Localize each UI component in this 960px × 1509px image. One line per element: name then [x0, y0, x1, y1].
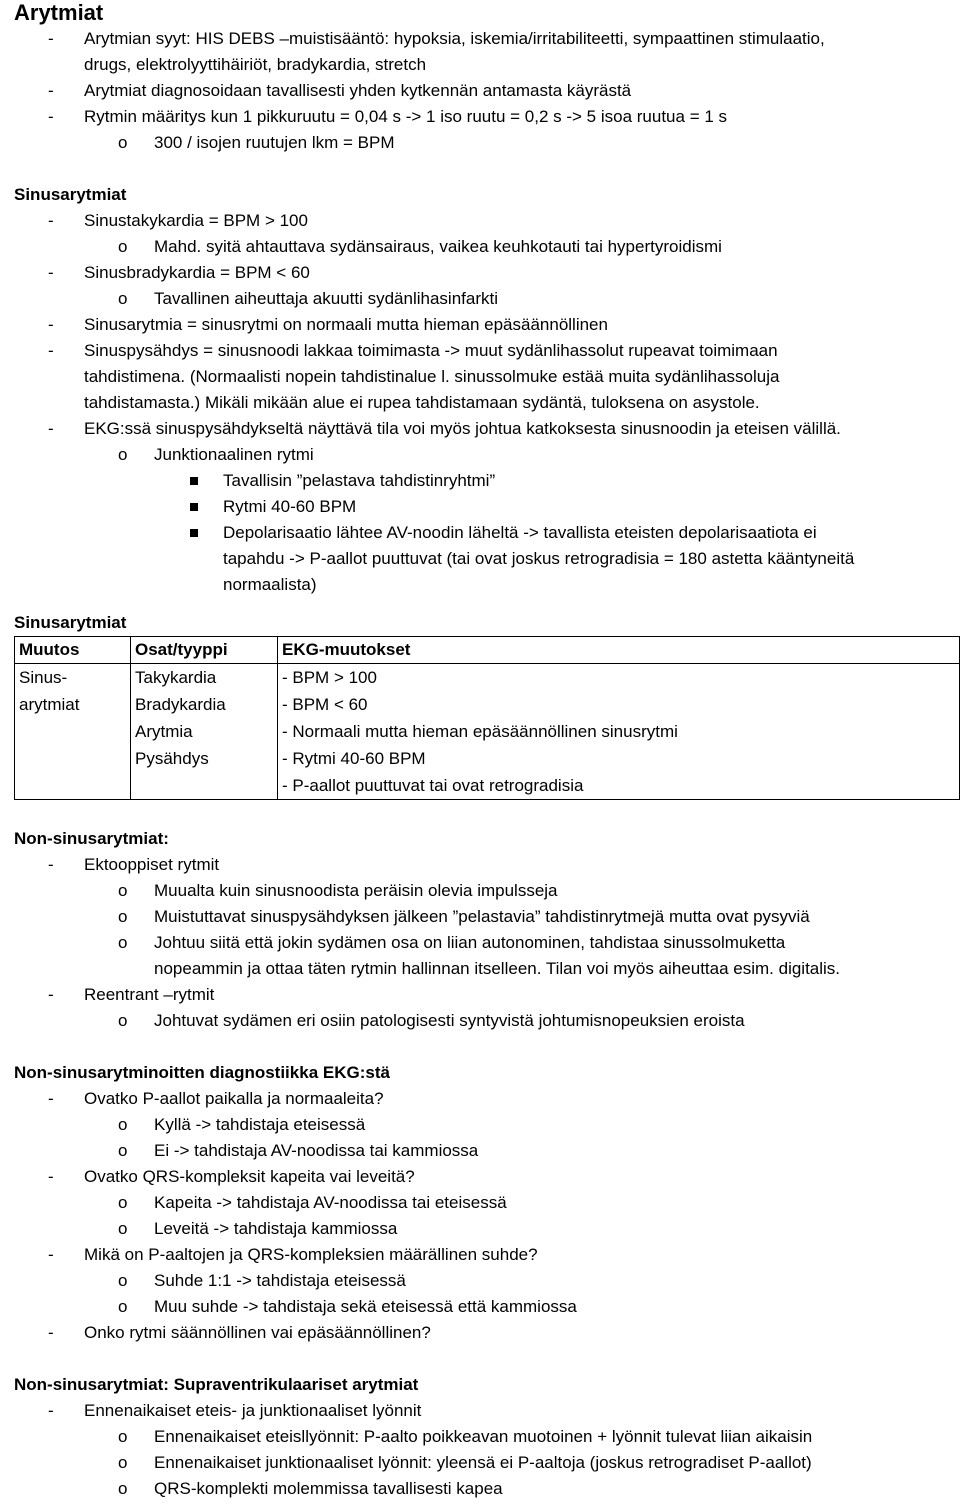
circle-marker: o [118, 907, 128, 926]
table-cell: arytmiat [15, 691, 131, 718]
list-item-text: Sinusarytmia = sinusrytmi on normaali mutta hieman epäsäännöllinen [84, 315, 608, 334]
table-row [15, 772, 960, 800]
list-item-text: Tavallisin ”pelastava tahdistinryhtmi” [223, 471, 496, 490]
table-cell: Pysähdys [131, 745, 278, 772]
table-heading: Sinusarytmiat [14, 613, 127, 632]
circle-marker: o [118, 445, 128, 464]
dash-marker: - [48, 1089, 54, 1108]
list-item-text: Kapeita -> tahdistaja AV-noodissa tai eteisessä [154, 1193, 507, 1212]
list-item-text: drugs, elektrolyyttihäiriöt, bradykardia, stretch [84, 55, 427, 74]
list-item-text: Johtuu siitä että jokin sydämen osa on liian autonominen, tahdistaa sinussolmuketta [154, 933, 786, 952]
list-item-text: Tavallinen aiheuttaja akuutti sydänlihasinfarkti [154, 289, 498, 308]
list-item [14, 1320, 954, 1346]
square-bullet-icon [190, 529, 198, 537]
table-cell: - BPM > 100 [278, 664, 960, 692]
dash-marker: - [48, 341, 54, 360]
sub-list-item [14, 442, 954, 468]
circle-marker: o [118, 289, 128, 308]
list-item-text: Mikä on P-aaltojen ja QRS-kompleksien määrällinen suhde? [84, 1245, 538, 1264]
table-row [15, 718, 960, 745]
list-item [14, 104, 954, 130]
table-cell: Bradykardia [131, 691, 278, 718]
list-item-text: QRS-komplekti molemmissa tavallisesti kapea [154, 1479, 503, 1498]
square-bullet-icon [190, 503, 198, 511]
sub-list-item [14, 878, 954, 904]
list-item-text: Junktionaalinen rytmi [154, 445, 314, 464]
list-item-text: Arytmiat diagnosoidaan tavallisesti yhden kytkennän antamasta käyrästä [84, 81, 632, 100]
list-item-text: Reentrant –rytmit [84, 985, 215, 1004]
section-heading: Non-sinusarytmiat: Supraventrikulaariset arytmiat [14, 1375, 419, 1394]
list-item-text: Ei -> tahdistaja AV-noodissa tai kammiossa [154, 1141, 479, 1160]
circle-marker: o [118, 1141, 128, 1160]
table-row [15, 664, 960, 692]
sub-list-item [14, 930, 954, 956]
list-item-text: Ovatko P-aallot paikalla ja normaaleita? [84, 1089, 384, 1108]
circle-marker: o [118, 1271, 128, 1290]
circle-marker: o [118, 1193, 128, 1212]
dash-marker: - [48, 1245, 54, 1264]
circle-marker: o [118, 1219, 128, 1238]
sub-list-item [14, 130, 954, 156]
list-item-text: Muu suhde -> tahdistaja sekä eteisessä että kammiossa [154, 1297, 577, 1316]
list-item-text: EKG:ssä sinuspysähdykseltä näyttävä tila voi myös johtua katkoksesta sinusnoodin ja eteisen välillä. [84, 419, 841, 438]
dash-marker: - [48, 1401, 54, 1420]
list-item [14, 982, 954, 1008]
list-item [14, 78, 954, 104]
square-bullet-icon [190, 477, 198, 485]
list-item-text: Sinusbradykardia = BPM < 60 [84, 263, 310, 282]
header-cell: Muutos [15, 637, 131, 664]
list-item-text: Rytmi 40-60 BPM [223, 497, 357, 516]
circle-marker: o [118, 237, 128, 256]
list-item-text: tapahdu -> P-aallot puuttuvat (tai ovat joskus retrogradisia = 180 astetta kääntyneitä [223, 549, 855, 568]
document [14, 0, 954, 1502]
list-item-text: Sinuspysähdys = sinusnoodi lakkaa toimimasta -> muut sydänlihassolut rupeavat toimimaan [84, 341, 778, 360]
list-item [14, 312, 954, 338]
list-item [14, 1086, 954, 1112]
list-item-text: nopeammin ja ottaa täten rytmin hallinnan itselleen. Tilan voi myös aiheuttaa esim. digitalis. [154, 959, 841, 978]
table-cell [15, 772, 131, 800]
list-item-text: Kyllä -> tahdistaja eteisessä [154, 1115, 366, 1134]
list-item-text: Sinustakykardia = BPM > 100 [84, 211, 308, 230]
circle-marker: o [118, 933, 128, 952]
dash-marker: - [48, 1167, 54, 1186]
sub-list-item [14, 1008, 954, 1034]
sub-list-item [14, 1216, 954, 1242]
list-item-text: tahdistimena. (Normaalisti nopein tahdistinalue l. sinussolmuke estää muita sydänlihassoluja [84, 367, 780, 386]
table-cell: - P-aallot puuttuvat tai ovat retrogradisia [278, 772, 960, 800]
table-header-row [15, 637, 960, 664]
dash-marker: - [48, 81, 54, 100]
circle-marker: o [118, 881, 128, 900]
list-item [14, 852, 954, 878]
list-item-text: 300 / isojen ruutujen lkm = BPM [154, 133, 395, 152]
circle-marker: o [118, 1011, 128, 1030]
list-item-continuation [14, 572, 954, 598]
sub-sub-list-item [14, 468, 954, 494]
sub-list-item [14, 1268, 954, 1294]
sub-list-item [14, 1190, 954, 1216]
sub-sub-list-item [14, 494, 954, 520]
list-item-text: Onko rytmi säännöllinen vai epäsäännöllinen? [84, 1323, 431, 1342]
table-cell: - Rytmi 40-60 BPM [278, 745, 960, 772]
sub-list-item [14, 904, 954, 930]
list-item-continuation [14, 364, 954, 390]
list-item-text: Leveitä -> tahdistaja kammiossa [154, 1219, 398, 1238]
list-item-text: Suhde 1:1 -> tahdistaja eteisessä [154, 1271, 406, 1290]
sub-list-item [14, 1294, 954, 1320]
list-item [14, 338, 954, 364]
list-item [14, 416, 954, 442]
table-row [15, 691, 960, 718]
list-item-continuation [14, 390, 954, 416]
dash-marker: - [48, 985, 54, 1004]
dash-marker: - [48, 263, 54, 282]
dash-marker: - [48, 315, 54, 334]
sub-list-item [14, 1450, 954, 1476]
dash-marker: - [48, 211, 54, 230]
list-item-text: Ektooppiset rytmit [84, 855, 220, 874]
list-item-continuation [14, 52, 954, 78]
circle-marker: o [118, 1427, 128, 1446]
section-heading: Non-sinusarytminoitten diagnostiikka EKG:stä [14, 1063, 390, 1082]
sub-list-item [14, 1112, 954, 1138]
list-item [14, 1242, 954, 1268]
sub-list-item [14, 1138, 954, 1164]
section-heading: Sinusarytmiat [14, 185, 127, 204]
list-item [14, 26, 954, 52]
section-heading: Non-sinusarytmiat: [14, 829, 169, 848]
header-cell: EKG-muutokset [278, 637, 960, 664]
list-item [14, 208, 954, 234]
table-cell [15, 745, 131, 772]
table-cell: Sinus- [15, 664, 131, 692]
sub-sub-list-item [14, 520, 954, 546]
table-cell: Arytmia [131, 718, 278, 745]
table-cell [15, 718, 131, 745]
circle-marker: o [118, 1479, 128, 1498]
list-item-text: Ennenaikaiset eteis- ja junktionaaliset lyönnit [84, 1401, 422, 1420]
document-title: Arytmiat [14, 0, 104, 25]
dash-marker: - [48, 1323, 54, 1342]
sub-list-item [14, 286, 954, 312]
dash-marker: - [48, 107, 54, 126]
sub-list-item [14, 1424, 954, 1450]
list-item-text: Depolarisaatio lähtee AV-noodin läheltä -> tavallista eteisten depolarisaatiota ei [223, 523, 817, 542]
sinus-arrhythmia-table [14, 636, 960, 800]
dash-marker: - [48, 29, 54, 48]
dash-marker: - [48, 855, 54, 874]
table-cell [131, 772, 278, 800]
list-item-text: tahdistamasta.) Mikäli mikään alue ei rupea tahdistamaan sydäntä, tuloksena on asystole. [84, 393, 760, 412]
circle-marker: o [118, 1115, 128, 1134]
list-item-continuation [14, 956, 954, 982]
sub-list-item [14, 1476, 954, 1502]
list-item-text: Ennenaikaiset eteisllyönnit: P-aalto poikkeavan muotoinen + lyönnit tulevat liian aikaisin [154, 1427, 813, 1446]
list-item-text: Ovatko QRS-kompleksit kapeita vai leveitä? [84, 1167, 415, 1186]
list-item [14, 1398, 954, 1424]
dash-marker: - [48, 419, 54, 438]
list-item-text: Muistuttavat sinuspysähdyksen jälkeen ”pelastavia” tahdistinrytmejä mutta ovat pysyviä [154, 907, 810, 926]
list-item-text: Johtuvat sydämen eri osiin patologisesti syntyvistä johtumisnopeuksien eroista [154, 1011, 745, 1030]
table-cell: Takykardia [131, 664, 278, 692]
table-row [15, 745, 960, 772]
list-item-text: Arytmian syyt: HIS DEBS –muistisääntö: hypoksia, iskemia/irritabiliteetti, sympaattinen stimulaatio, [84, 29, 825, 48]
list-item-text: Muualta kuin sinusnoodista peräisin olevia impulsseja [154, 881, 558, 900]
list-item [14, 260, 954, 286]
list-item-text: Ennenaikaiset junktionaaliset lyönnit: yleensä ei P-aaltoja (joskus retrogradiset P-aallot) [154, 1453, 812, 1472]
table-cell: - Normaali mutta hieman epäsäännöllinen sinusrytmi [278, 718, 960, 745]
circle-marker: o [118, 1453, 128, 1472]
table-cell: - BPM < 60 [278, 691, 960, 718]
circle-marker: o [118, 133, 128, 152]
header-cell: Osat/tyyppi [131, 637, 278, 664]
list-item [14, 1164, 954, 1190]
circle-marker: o [118, 1297, 128, 1316]
sub-list-item [14, 234, 954, 260]
list-item-text: Rytmin määritys kun 1 pikkuruutu = 0,04 s -> 1 iso ruutu = 0,2 s -> 5 isoa ruutua = 1 s [84, 107, 728, 126]
list-item-continuation [14, 546, 954, 572]
list-item-text: Mahd. syitä ahtauttava sydänsairaus, vaikea keuhkotauti tai hypertyroidismi [154, 237, 722, 256]
list-item-text: normaalista) [223, 575, 317, 594]
